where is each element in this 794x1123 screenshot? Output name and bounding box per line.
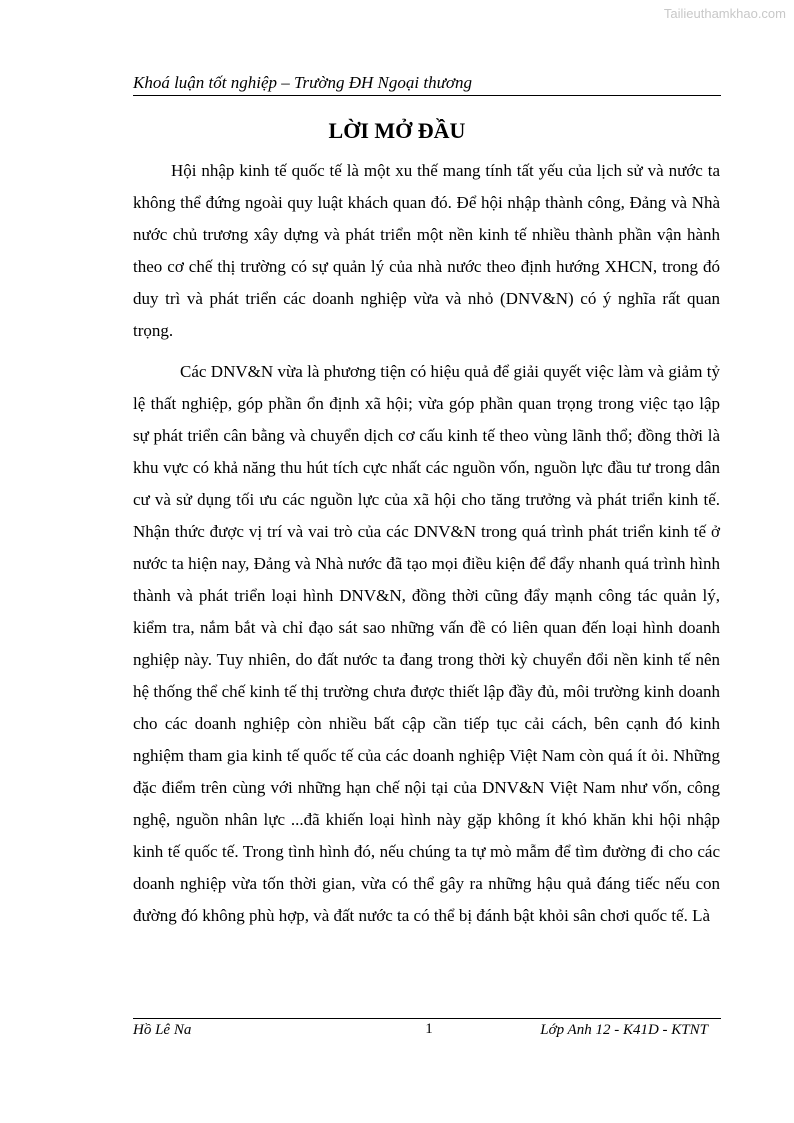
footer-class-info: Lớp Anh 12 - K41D - KTNT [540,1022,708,1038]
page-number: 1 [425,1021,433,1037]
page-title: LỜI MỞ ĐẦU [328,118,466,143]
running-header: Khoá luận tốt nghiệp – Trường ĐH Ngoại thương [133,73,721,96]
paragraph-2: Các DNV&N vừa là phương tiện có hiệu quả để giải quyết việc làm và giảm tỷ lệ thất nghiệp, góp phần ổn định xã hội; vừa góp phần quan trọng trong việc tạo lập sự phát triển cân bằng và chuyển dịch cơ cấu kinh tế theo vùng lãnh thổ; đồng thời là khu vực có khả năng thu hút tích cực nhất các nguồn vốn, nguồn lực đầu tư trong dân cư và sử dụng tối ưu các nguồn lực của xã hội cho tăng trưởng và phát triển kinh tế. Nhận thức được vị trí và vai trò của các DNV&N trong quá trình phát triển kinh tế ở nước ta hiện nay, Đảng và Nhà nước đã tạo mọi điều kiện để đẩy nhanh quá trình hình thành và phát triển loại hình DNV&N, đồng thời cũng đẩy mạnh công tác quản lý, kiểm tra, nắm bắt và chỉ đạo sát sao những vấn đề có liên quan đến loại hình doanh nghiệp này. Tuy nhiên, do đất nước ta đang trong thời kỳ chuyển đổi nền kinh tế nên hệ thống thể chế kinh tế thị trường chưa được thiết lập đầy đủ, môi trường kinh doanh cho các doanh nghiệp còn nhiều bất cập cần tiếp tục cải cách, bên cạnh đó kinh nghiệm tham gia kinh tế quốc tế của các doanh nghiệp Việt Nam còn quá ít ỏi. Những đặc điểm trên cùng với những hạn chế nội tại của DNV&N Việt Nam như vốn, công nghệ, nguồn nhân lực ...đã khiến loại hình này gặp không ít khó khăn khi hội nhập kinh tế quốc tế. Trong tình hình đó, nếu chúng ta tự mò mẫm để tìm đường đi cho các doanh nghiệp vừa tốn thời gian, vừa có thể gây ra những hậu quả đáng tiếc nếu con đường đó không phù hợp, và đất nước ta có thể bị đánh bật khỏi sân chơi quốc tế. Là [133,362,720,925]
paragraph-1: Hội nhập kinh tế quốc tế là một xu thế mang tính tất yếu của lịch sử và nước ta không thể đứng ngoài quy luật khách quan đó. Để hội nhập thành công, Đảng và Nhà nước chủ trương xây dựng và phát triển một nền kinh tế nhiều thành phần vận hành theo cơ chế thị trường có sự quản lý của nhà nước theo định hướng XHCN, trong đó duy trì và phát triển các doanh nghiệp vừa và nhỏ (DNV&N) có ý nghĩa rất quan trọng. [133,161,720,340]
footer-author: Hồ Lê Na [133,1022,192,1038]
document-body [133,155,720,932]
watermark: Tailieuthamkhao.com [663,6,786,21]
footer-divider [133,1018,721,1019]
